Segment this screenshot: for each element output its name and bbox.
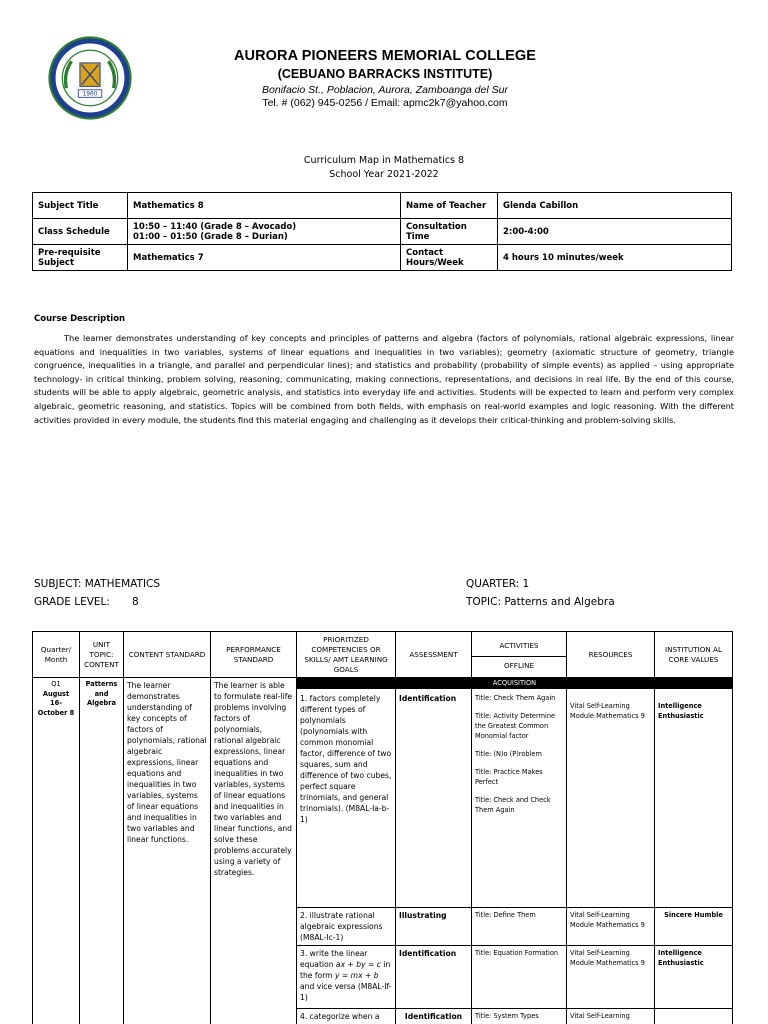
school-year: School Year 2021-2022 [329, 169, 439, 180]
course-description-body: The learner demonstrates understanding of key concepts and principles of patterns and algebra (factors of polynomials, rational algebraic expressions, linear equations and inequalities in two variables, systems of linear equations and inequalities in two variables); geometry (axiomatic structure of geometry, triangle congruence, inequalities in a triangle, and parallel and perpendicular lines); and statistics and probability (probability of simple events) as applied – using appropriate technology- in critical thinking, problem solving, reasoning, communicating, making connections, representations, and decisions in real life. By the end of this course, students will be able to apply algebraic, geometric analysis, and statistics into everyday life and activities. Students will be expected to learn and perform very complex algebraic, geometric reasoning, and statistics. Topics will be combined from both fields, with emphasis on real-world examples and logic reasoning. With the different activities provided in every module, the students find this material engaging and challenging as it develops their critical-thinking and problem-solving skills. [34, 333, 734, 425]
topic-line: TOPIC: Patterns and Algebra [466, 596, 615, 608]
prereq-value: Mathematics 7 [128, 245, 401, 271]
institution-subtitle: (CEBUANO BARRACKS INSTITUTE) [277, 67, 493, 81]
resources-3: Vital Self-Learning Module Mathematics 9 [567, 946, 655, 1009]
competency-3-equation-standard: ax + by = c [335, 960, 381, 969]
competency-3 [297, 946, 396, 1009]
class-schedule-label: Class Schedule [33, 219, 128, 245]
header-offline-label: OFFLINE [504, 660, 534, 670]
contact-hours-value: 4 hours 10 minutes/week [498, 245, 732, 271]
core-values-3: Intelligence Enthusiastic [655, 946, 733, 1009]
assessment-4: Identification [396, 1009, 472, 1024]
subject-title-value: Mathematics 8 [128, 193, 401, 219]
schedule-line-2: 01:00 – 01:50 (Grade 8 – Durian) [133, 231, 288, 242]
activities-1 [472, 689, 567, 908]
quarter-code: Q1 [51, 680, 61, 688]
header-resources: RESOURCES [567, 632, 655, 678]
institution-contact: Tel. # (062) 945-0256 / Email: apmc2k7@yahoo.com [262, 97, 508, 109]
subject-title-label: Subject Title [33, 193, 128, 219]
svg-text:1960: 1960 [82, 91, 98, 98]
header-activities [472, 632, 567, 678]
core-values-4 [655, 1009, 733, 1024]
competency-4: 4. categorize when a [297, 1009, 396, 1024]
contact-hours-label: Contact Hours/Week [401, 245, 498, 271]
content-standard-cell: The learner demonstrates understanding of key concepts of factors of polynomials, rational algebraic expressions, linear equations and inequalities in two variables, systems of linear equations and inequalities in two variables and linear functions. [124, 678, 211, 1024]
resources-2: Vital Self-Learning Module Mathematics 9 [567, 908, 655, 946]
quarter-line: QUARTER: 1 [466, 578, 530, 590]
activity-item: Title: Practice Makes Perfect [475, 768, 543, 786]
acquisition-band: ACQUISITION [297, 678, 733, 689]
document-title: Curriculum Map in Mathematics 8 [303, 155, 465, 166]
schedule-line-1: 10:50 – 11:40 (Grade 8 – Avocado) [133, 221, 297, 232]
competency-3-equation-slope: y = mx + b [335, 971, 379, 980]
assessment-3: Identification [396, 946, 472, 1009]
header-core-values: INSTITUTION AL CORE VALUES [655, 632, 733, 678]
competency-2: 2. illustrate rational algebraic expressions (M8AL-Ic-1) [297, 908, 396, 946]
header-content-standard: CONTENT STANDARD [124, 632, 211, 678]
assessment-1: Identification [396, 689, 472, 908]
subject-line: SUBJECT: MATHEMATICS [34, 578, 161, 590]
institution-address: Bonifacio St., Poblacion, Aurora, Zamboanga del Sur [262, 84, 508, 96]
teacher-label: Name of Teacher [401, 193, 498, 219]
core-values-2: Sincere Humble [655, 908, 733, 946]
competency-3-text: and vice versa (M8AL-If-1) [300, 982, 392, 1002]
competency-1: 1. factors completely different types of polynomials (polynomials with common monomial factor, difference of two squares, sum and difference of two cubes, perfect square trinomials, and general trinomials). (M8AL-Ia-b-1) [297, 689, 396, 908]
competency-3-text: in the form [300, 960, 391, 980]
resources-4: Vital Self-Learning [567, 1009, 655, 1024]
course-description-heading: Course Description [34, 314, 126, 324]
consultation-value: 2:00-4:00 [498, 219, 732, 245]
activity-item: Title: Activity Determine the Greatest Common Monomial factor [475, 712, 556, 740]
grade-level-line [34, 596, 139, 608]
curriculum-map-table [32, 631, 733, 1024]
header-unit-topic: UNIT TOPIC: CONTENT [80, 632, 124, 678]
college-seal-logo [48, 36, 132, 120]
activities-4: Title: System Types [472, 1009, 567, 1024]
grade-level-value: 8 [132, 596, 139, 608]
competency-3-text: 3. write the linear equation [300, 949, 368, 969]
header-assessment: ASSESSMENT [396, 632, 472, 678]
class-schedule-value [128, 219, 401, 245]
unit-topic-cell: Patterns and Algebra [80, 678, 124, 1024]
quarter-months: August 16- October 8 [37, 689, 75, 717]
header-performance-standard: PERFORMANCE STANDARD [211, 632, 297, 678]
prereq-label: Pre-requisite Subject [33, 245, 128, 271]
performance-standard-cell: The learner is able to formulate real-life problems involving factors of polynomials, rational algebraic expressions, linear equations and inequalities in two variables, systems of linear equations and inequalities in two variables and linear functions, and solve these problems accurately using a variety of strategies. [211, 678, 297, 1024]
activity-item: Title: (N)o (P)roblem [475, 750, 542, 758]
teacher-value: Glenda Cabillon [498, 193, 732, 219]
activities-3: Title: Equation Formation [472, 946, 567, 1009]
subject-info-table [32, 192, 732, 271]
assessment-2: Illustrating [396, 908, 472, 946]
grade-level-label: GRADE LEVEL: [34, 596, 110, 608]
consultation-label: Consultation Time [401, 219, 498, 245]
header-competencies: PRIORITIZED COMPETENCIES OR SKILLS/ AMT LEARNING GOALS [297, 632, 396, 678]
activity-item: Title: Check Them Again [475, 694, 556, 702]
header-quarter: Quarter/ Month [33, 632, 80, 678]
resources-1: Vital Self-Learning Module Mathematics 9 [567, 689, 655, 908]
quarter-month-cell [33, 678, 80, 1024]
core-values-1: Intelligence Enthusiastic [655, 689, 733, 908]
header-activities-label: ACTIVITIES [472, 636, 566, 657]
activities-2: Title: Define Them [472, 908, 567, 946]
institution-name: AURORA PIONEERS MEMORIAL COLLEGE [233, 48, 537, 64]
activity-item: Title: Check and Check Them Again [475, 796, 551, 814]
